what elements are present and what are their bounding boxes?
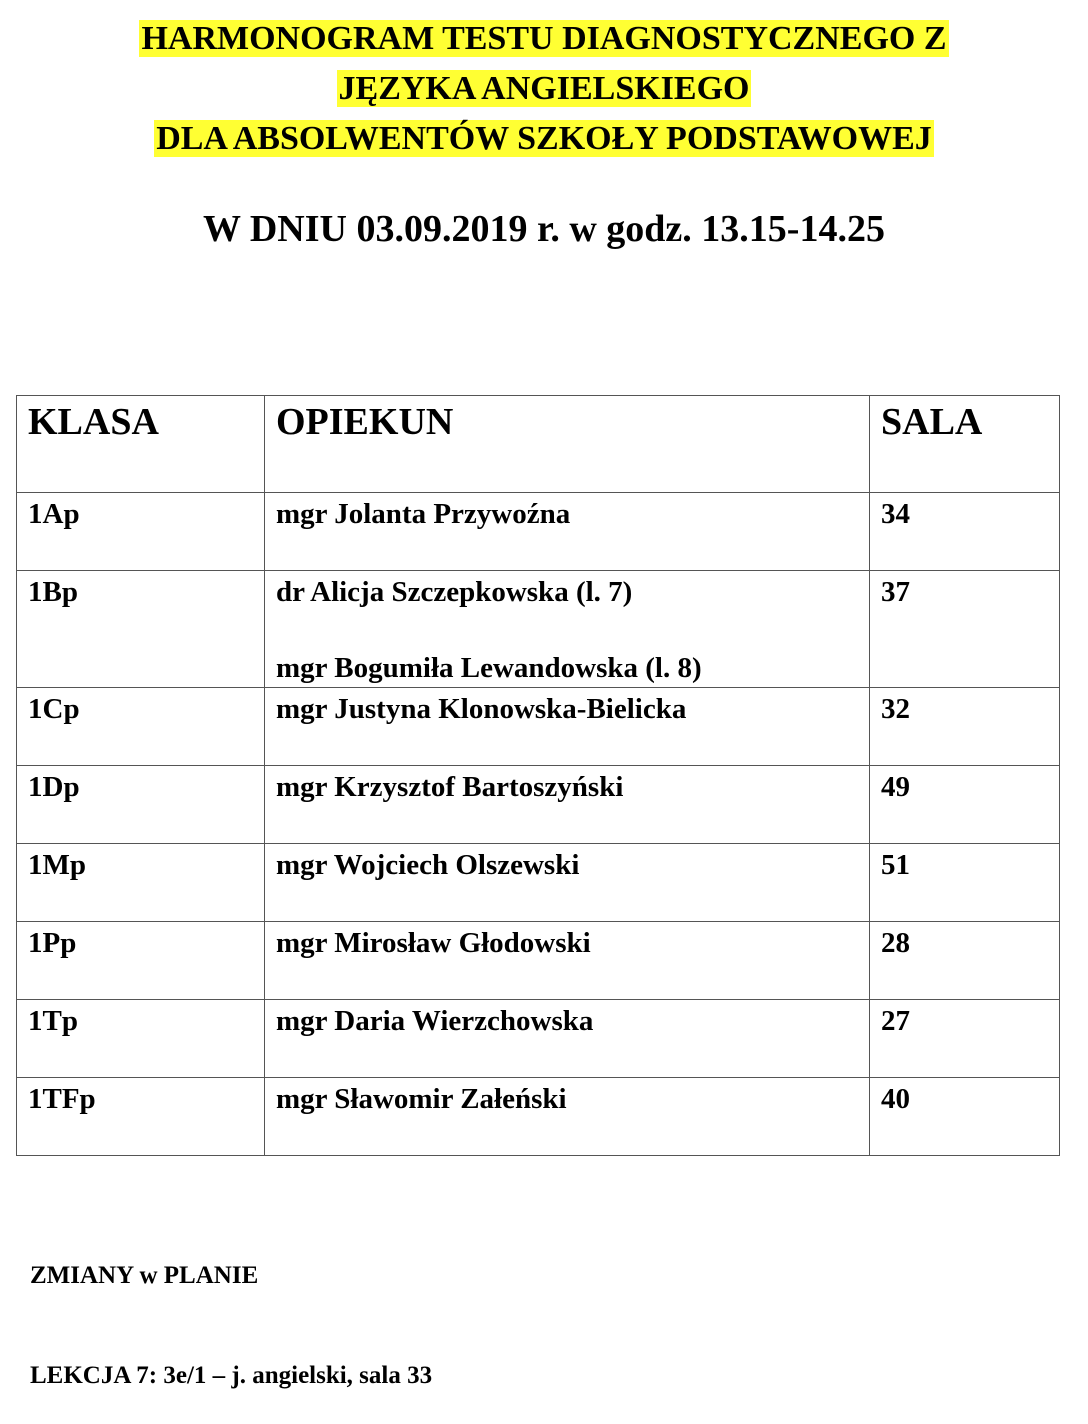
cell-sala: 49 <box>870 766 1060 844</box>
header-klasa: KLASA <box>17 396 265 493</box>
cell-sala: 37 <box>870 571 1060 688</box>
table-row <box>17 922 1060 1000</box>
cell-klasa: 1Pp <box>17 922 265 1000</box>
cell-sala: 51 <box>870 844 1060 922</box>
title-line-2: JĘZYKA ANGIELSKIEGO <box>338 70 750 107</box>
cell-sala: 40 <box>870 1078 1060 1156</box>
cell-opiekun: dr Alicja Szczepkowska (l. 7) mgr Bogumiła Lewandowska (l. 8) <box>265 571 870 688</box>
cell-sala: 28 <box>870 922 1060 1000</box>
cell-klasa: 1TFp <box>17 1078 265 1156</box>
table-row <box>17 493 1060 571</box>
title-line-1: HARMONOGRAM TESTU DIAGNOSTYCZNEGO Z <box>141 20 947 57</box>
cell-opiekun: mgr Daria Wierzchowska <box>265 1000 870 1078</box>
date-time-line: W DNIU 03.09.2019 r. w godz. 13.15-14.25 <box>203 208 885 250</box>
cell-klasa: 1Dp <box>17 766 265 844</box>
header-opiekun: OPIEKUN <box>265 396 870 493</box>
table-row <box>17 1000 1060 1078</box>
cell-klasa: 1Ap <box>17 493 265 571</box>
table-row <box>17 766 1060 844</box>
cell-opiekun: mgr Sławomir Załeński <box>265 1078 870 1156</box>
cell-opiekun: mgr Krzysztof Bartoszyński <box>265 766 870 844</box>
table-row <box>17 844 1060 922</box>
cell-klasa: 1Bp <box>17 571 265 688</box>
title-line-3: DLA ABSOLWENTÓW SZKOŁY PODSTAWOWEJ <box>156 120 932 157</box>
cell-opiekun: mgr Wojciech Olszewski <box>265 844 870 922</box>
header-sala: SALA <box>870 396 1060 493</box>
table-row <box>17 1078 1060 1156</box>
changes-line: LEKCJA 7: 3e/1 – j. angielski, sala 33 <box>30 1362 433 1389</box>
cell-sala: 34 <box>870 493 1060 571</box>
cell-opiekun: mgr Justyna Klonowska-Bielicka <box>265 688 870 766</box>
cell-klasa: 1Tp <box>17 1000 265 1078</box>
document-title <box>0 14 1088 164</box>
table-header-row <box>17 396 1060 493</box>
cell-sala: 27 <box>870 1000 1060 1078</box>
cell-klasa: 1Mp <box>17 844 265 922</box>
table-row <box>17 571 1060 688</box>
changes-heading: ZMIANY w PLANIE <box>30 1262 259 1289</box>
cell-opiekun: mgr Jolanta Przywoźna <box>265 493 870 571</box>
cell-klasa: 1Cp <box>17 688 265 766</box>
table-row <box>17 688 1060 766</box>
schedule-table <box>16 395 1060 1156</box>
cell-opiekun: mgr Mirosław Głodowski <box>265 922 870 1000</box>
cell-sala: 32 <box>870 688 1060 766</box>
